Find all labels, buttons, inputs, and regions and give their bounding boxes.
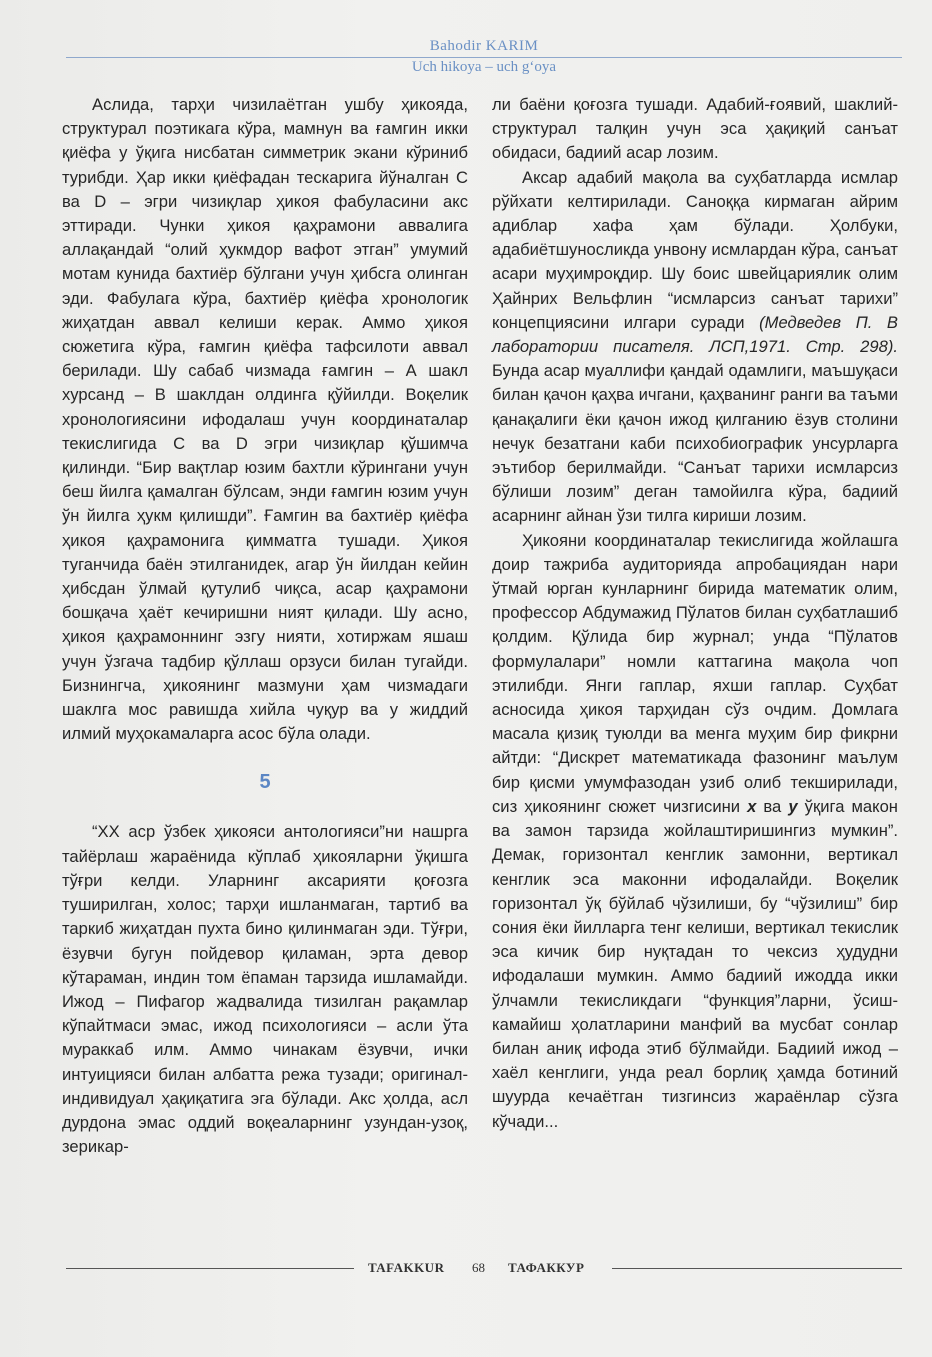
- section-number: 5: [259, 771, 271, 794]
- axis-x-label: x: [747, 796, 757, 816]
- paragraph: [492, 166, 898, 529]
- paragraph: Аслида, тарҳи чизилаётган ушбу ҳикояда, структурал поэтикага кўра, мамнун ва ғамгин икки қиёфа у ўқига нисбатан симметрик экани кўриниб турибди. Ҳар икки қиёфадан тескарига йўналган С ва D – эгри чизиқлар ҳикоя фабуласини акс эттиради. Чунки ҳикоя қаҳрамони аввалига аллақандай “олий ҳукмдор вафот этган” умумий мотам кунида бахтиёр бўлгани учун ҳибсга олинган эди. Фабулага кўра, бахтиёр қиёфа хронологик жиҳатдан аввал келиши керак. Аммо ҳикоя сюжетига кўра, ғамгин қиёфа тафсилоти аввал берилади. Шу сабаб чизмада ғамгин – А шакл хурсанд – В шаклдан олдинга қўйилди. Воқелик хронологиясини ифодалаш учун координаталар текислигида С ва D эгри чизиқлар қўшимча қилинди. “Бир вақтлар юзим бахтли кўрингани учун беш йилга қамалган бўлсам, энди ғамгин юзим учун ўн йилга ҳукм қилишди”. Ғамгин ва бахтиёр қиёфа ҳикоя қаҳрамонига қимматга тушади. Ҳикоя туганчида баён этилганидек, агар ўн йилдан кейин ҳибсдан ўлмай қутулиб чиқса, асар қаҳрамони бошқача ҳаёт кечиришни ният қилади. Шу асно, ҳикоя қаҳрамоннинг эзгу нияти, хотиржам яшаш учун ўзгача тадбир қўллаш орзуси билан тугайди. Бизнингча, ҳикоянинг мазмуни ҳам чизмадаги шаклга мос равишда хийла чуқур ва у жиддий илмий муҳокамаларга асос бўла олади.: [62, 95, 468, 744]
- paragraph-continued: ли баёни қоғозга тушади. Адабий-ғоявий, шаклий-структурал талқин учун эса ҳақиқий санъат обидаси, бадиий асар лозим.: [492, 95, 898, 163]
- conjunction: ва: [756, 796, 789, 816]
- axis-y-label: у: [788, 796, 798, 816]
- footer-title-latin: TAFAKKUR: [368, 1260, 445, 1275]
- page-number: 68: [472, 1260, 485, 1275]
- header-author: Bahodir KARIM: [429, 38, 539, 54]
- footer-rule-right: [612, 1268, 902, 1269]
- running-header: [66, 38, 902, 80]
- left-column: [62, 93, 468, 1159]
- right-column: [492, 93, 898, 1134]
- paragraph: [492, 529, 898, 1134]
- paragraph-text: Ҳикояни координаталар текислигида жойлашга доир тажриба аудиторияда апробациядан нари ўтмай юрган кунларнинг бирида математик олим, профессор Абдумажид Пўлатов билан суҳбатлашиб қолдим. Қўлида бир журнал; унда “Пўлатов формулалари” номли каттагина мақола чоп этилибди. Янги гаплар, яхши гаплар. Суҳбат асносида ҳикоя тарҳидан сўз очдим. Домлага масала қизиқ туюлди ва менга муҳим бир фикрни айтди: “Дискрет математикада фазонинг маълум бир қисми умумфазодан узиб олиб текширилади, сиз ҳикоянинг сюжет чизгисини: [492, 530, 898, 816]
- paragraph-text: ўқига макон ва замон тарзида жойлаштиришингиз мумкин”. Демак, горизонтал кенглик замонни, вертикал кенглик эса маконни ифодалайди. Воқелик горизонтал ўқ бўйлаб чўзилиши, бу “чўзилиш” бир сония ёки йилларга тенг келиши, вертикал текислик эса кичик бир нуқтадан то чексиз ҳудудни ифодалаши мумкин. Аммо бадиий ижодда икки ўлчамли текисликдаги “функция”ларни, ўсиш-камайиш ҳолатларини манфий ва мусбат сонлар билан аниқ ифода этиб бўлмайди. Бадиий ижод – хаёл кенглиги, унда реал борлиқ ҳамда ботиний шуурда кечаётган тизгинсиз жараёнлар сўзга кўчади...: [492, 796, 898, 1131]
- header-rule: [66, 57, 902, 58]
- citation: (Медведев П. В лаборатории писателя. ЛСП,1971. Стр. 298).: [492, 312, 898, 357]
- paragraph: “ХХ аср ўзбек ҳикояси антологияси”ни нашрга тайёрлаш жараёнида кўплаб ҳикояларни ўқишга тўғри келди. Уларнинг аксарияти қоғозга туширилган, холос; тарҳи ишланмаган, тартиб ва таркиб жиҳатдан пухта бино қилинмаган эди. Тўғри, ёзувчи бугун пойдевор қиламан, эрта девор кўтараман, индин том ёпаман тарзида ишламайди. Ижод – Пифагор жадвалида тизилган рақамлар кўпайтмаси эмас, ижод психологияси – асли ўта мураккаб илм. Аммо чинакам ёзувчи, ички интуицияси билан албатта режа тузади; оригинал-индивидуал ҳақиқатига эга бўлади. Акс ҳолда, асл дурдона эмас оддий воқеаларнинг узундан-узоқ, зерикар-: [62, 822, 468, 1157]
- footer-rule-left: [66, 1268, 354, 1269]
- running-footer: [66, 1258, 902, 1278]
- footer-title-cyrillic: ТАФАККУР: [508, 1260, 585, 1275]
- paragraph-text: Аксар адабий мақола ва суҳбатларда исмлар рўйхати келтирилади. Санoққа кирмаган айрим адиблар хафа ҳам бўлади. Ҳолбуки, адабиётшуносликда унвону исмлардан кўра, санъат асари муҳимроқдир. Шу боис швейцариялик олим Ҳайнрих Вельфлин “исмларсиз санъат тарихи” концепциясини илгари суради: [492, 167, 898, 332]
- header-subtitle: Uch hikoya – uch g‘oya: [411, 59, 557, 75]
- paragraph-text: Бунда асар муаллифи қандай одамлиги, маъшуқаси билан қачон қаҳва ичгани, қаҳванинг ранги ва таъми қанақалиги ёки қачон ижод қилганию ёзув столини нечук безатгани каби психобиографик унсурларга эътибор берилмайди. “Санъат тарихи исмларсиз бўлиши лозим” деган тамойилга кўра, бадиий асарнинг айнан ўзи тилга кириши лозим.: [492, 361, 898, 526]
